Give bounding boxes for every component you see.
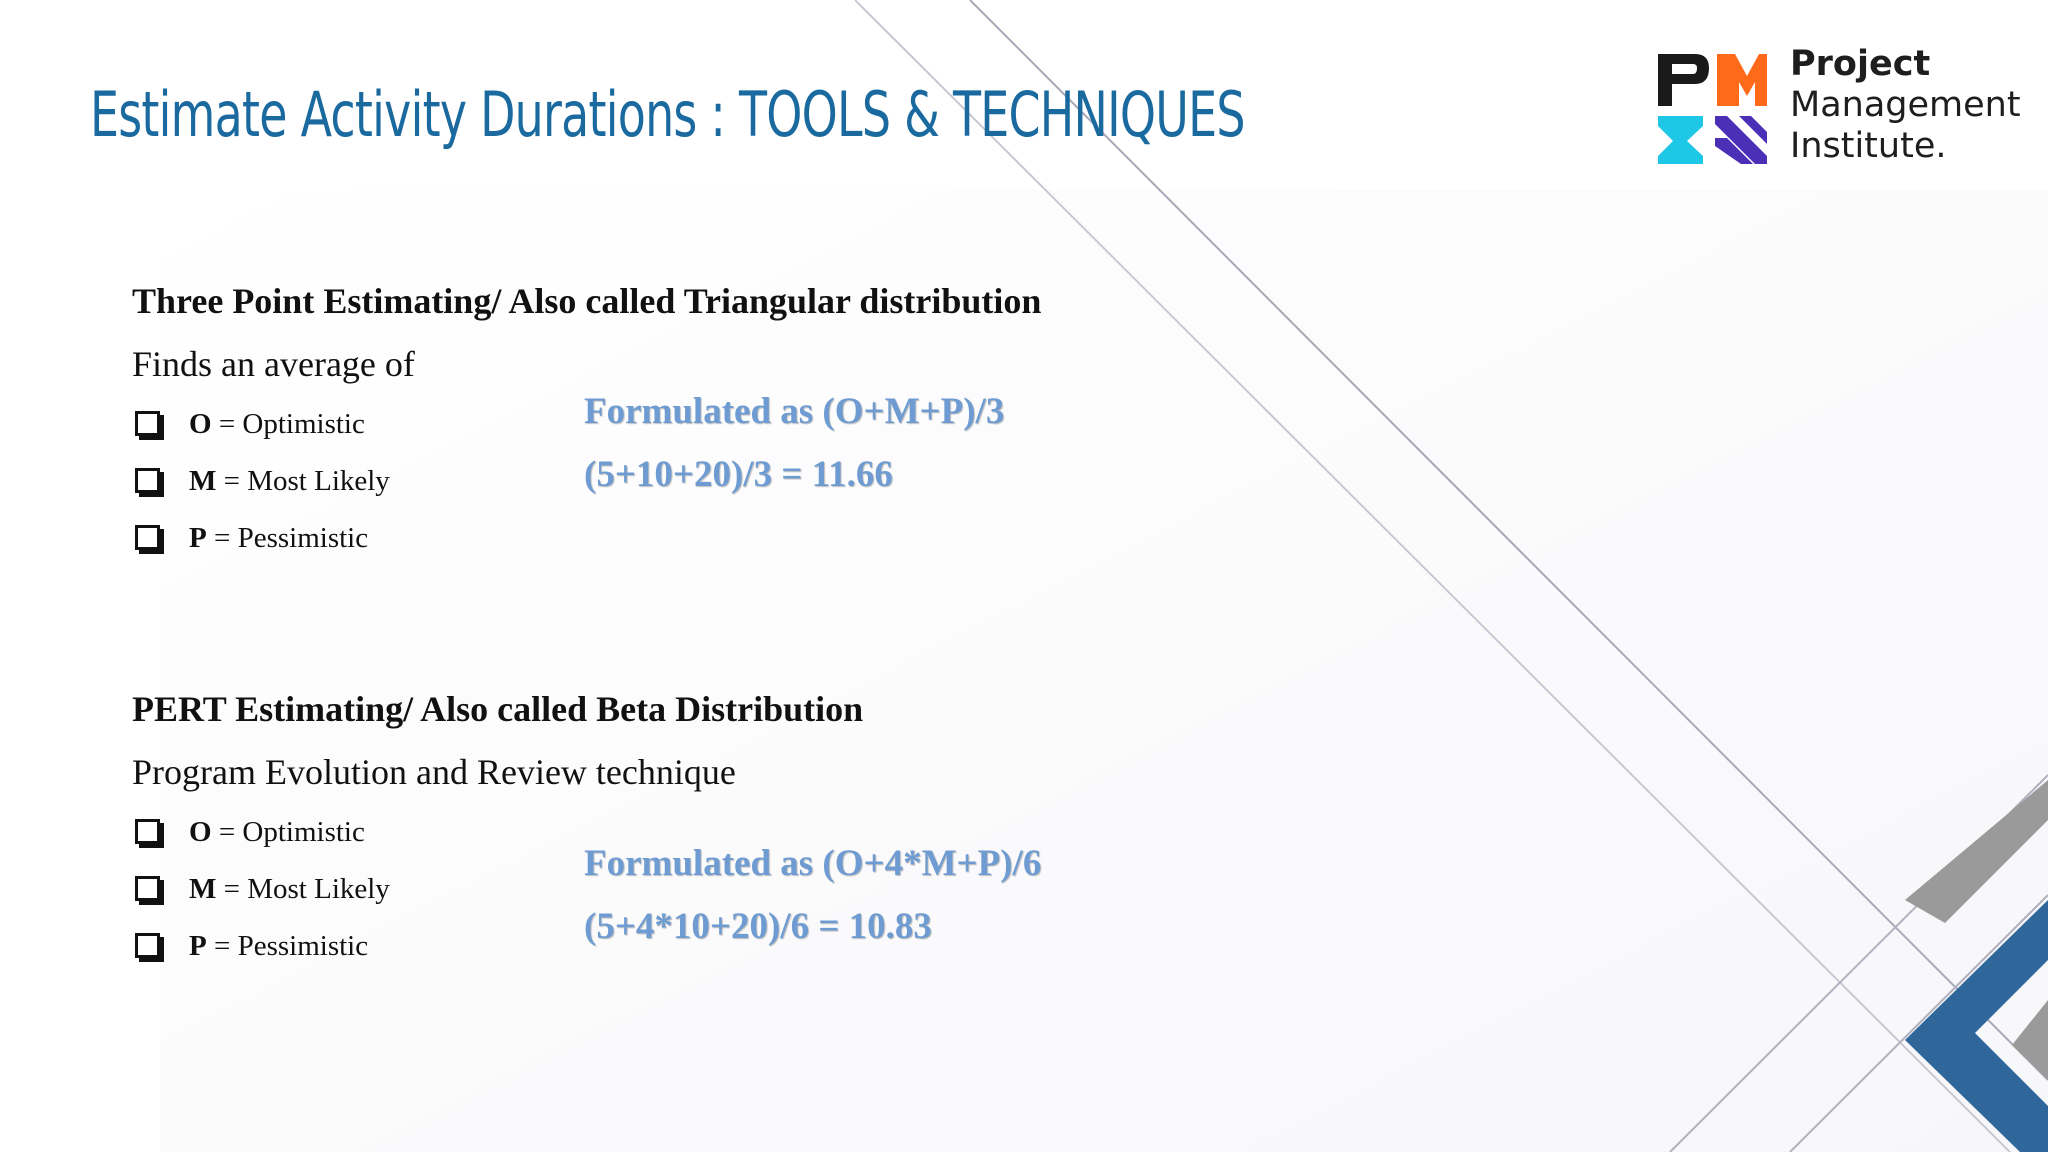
logo-text-institute: Institute. [1790,126,1947,166]
item-label: = Pessimistic [206,522,369,554]
checkbox-bullet-icon [135,468,160,493]
page-title: Estimate Activity Durations : TOOLS & TECHNIQUES [90,78,1245,151]
item-key: M [189,873,217,905]
logo-text-management: Management [1790,85,2021,125]
item-label: = Most Likely [216,465,390,497]
pert-formula: Formulated as (O+4*M+P)/6 [584,843,1042,884]
three-point-example: (5+10+20)/3 = 11.66 [584,454,893,495]
checkbox-bullet-icon [135,876,160,901]
item-label: = Optimistic [211,816,365,848]
checkbox-bullet-icon [135,525,160,550]
item-key: P [189,522,207,554]
three-point-subtitle: Finds an average of [132,344,415,384]
pert-subtitle: Program Evolution and Review technique [132,752,736,792]
checkbox-bullet-icon [135,411,160,436]
checkbox-bullet-icon [135,933,160,958]
three-point-heading: Three Point Estimating/ Also called Triangular distribution [132,281,1042,321]
checkbox-bullet-icon [135,819,160,844]
logo-text-project: Project [1790,44,1931,84]
item-label: = Optimistic [211,408,365,440]
item-key: P [189,930,207,962]
item-key: O [189,816,212,848]
pert-heading: PERT Estimating/ Also called Beta Distribution [132,689,864,729]
item-key: M [189,465,217,497]
item-label: = Pessimistic [206,930,369,962]
item-key: O [189,408,212,440]
three-point-formula: Formulated as (O+M+P)/3 [584,391,1005,432]
pert-example: (5+4*10+20)/6 = 10.83 [584,906,932,947]
item-label: = Most Likely [216,873,390,905]
